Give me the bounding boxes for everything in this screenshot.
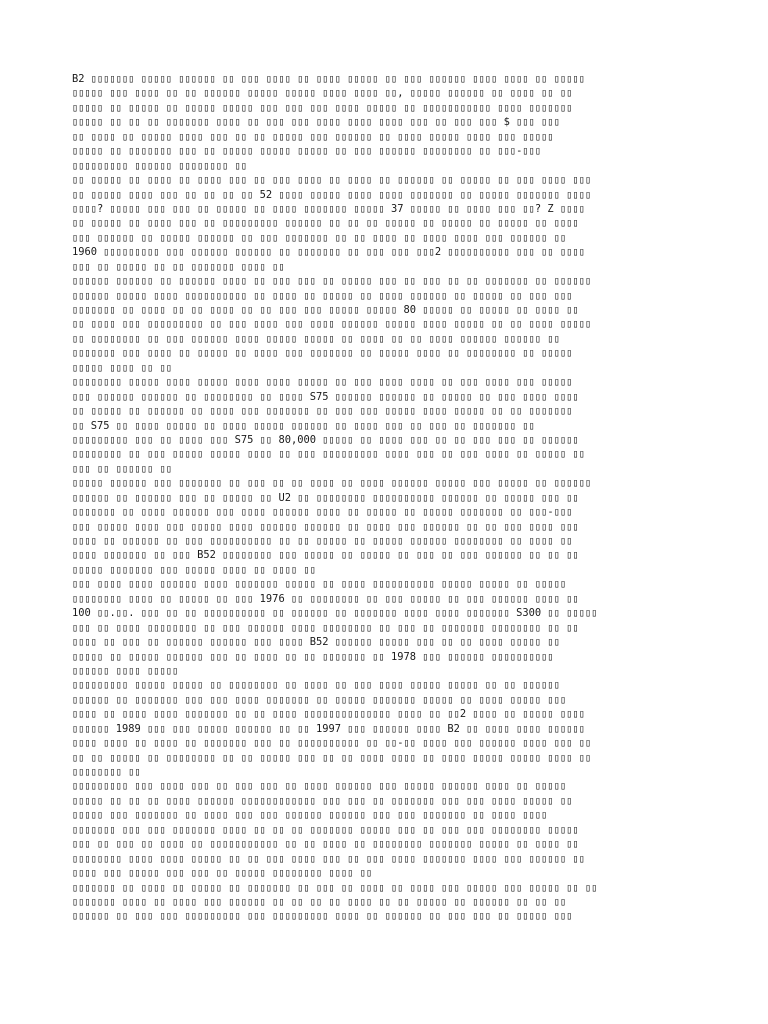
- text-line: ▯▯▯▯▯▯▯▯ ▯▯▯▯ ▯▯▯▯ ▯▯▯▯▯ ▯▯ ▯▯ ▯▯▯ ▯▯▯▯ ▯▯▯ ▯▯ ▯▯▯ ▯▯▯▯ ▯▯▯▯▯▯▯ ▯▯▯▯ ▯▯▯ ▯▯▯▯▯▯ ▯▯: [72, 852, 585, 865]
- paragraph: [72, 72, 698, 173]
- document-body: [72, 72, 698, 924]
- paragraph: [72, 577, 698, 678]
- text-line: ▯▯▯▯▯▯ ▯▯▯▯▯▯ ▯▯ ▯▯▯▯▯▯ ▯▯▯▯ ▯▯ ▯▯▯ ▯▯▯ ▯▯ ▯▯▯▯▯ ▯▯▯ ▯▯ ▯▯▯ ▯▯ ▯▯ ▯▯▯▯▯▯▯ ▯▯ ▯▯▯▯▯▯: [72, 275, 592, 288]
- text-line: ▯▯▯ ▯▯▯▯ ▯▯▯▯ ▯▯▯▯▯▯ ▯▯▯▯ ▯▯▯▯▯▯▯ ▯▯▯▯▯ ▯▯ ▯▯▯▯ ▯▯▯▯▯▯▯▯▯▯ ▯▯▯▯▯ ▯▯▯▯▯ ▯▯ ▯▯▯▯▯: [72, 578, 567, 591]
- text-line: ▯▯▯▯▯▯ ▯▯ ▯▯▯▯▯▯ ▯▯▯ ▯▯ ▯▯▯▯▯ ▯▯ U2 ▯▯ ▯▯▯▯▯▯▯▯ ▯▯▯▯▯▯▯▯▯▯ ▯▯▯▯▯▯ ▯▯ ▯▯▯▯▯ ▯▯▯ ▯▯: [72, 491, 579, 504]
- paragraph: [72, 779, 698, 880]
- text-line: ▯▯▯▯? ▯▯▯▯▯ ▯▯▯ ▯▯▯ ▯▯ ▯▯▯▯▯ ▯▯ ▯▯▯▯ ▯▯▯▯▯▯▯ ▯▯▯▯▯ 37 ▯▯▯▯▯ ▯▯ ▯▯▯▯ ▯▯▯ ▯▯? Z ▯▯▯▯: [72, 202, 585, 215]
- text-line: ▯▯▯▯▯▯ ▯▯▯▯ ▯▯▯▯▯: [72, 664, 179, 677]
- text-line: ▯▯ ▯▯ ▯▯▯▯▯ ▯▯ ▯▯▯▯▯▯▯▯ ▯▯ ▯▯ ▯▯▯▯▯ ▯▯▯ ▯▯ ▯▯ ▯▯▯▯ ▯▯▯▯ ▯▯ ▯▯▯▯ ▯▯▯▯▯ ▯▯▯▯▯ ▯▯▯▯ ▯▯: [72, 751, 592, 764]
- text-line: ▯▯▯ ▯▯▯▯▯▯ ▯▯▯▯▯▯ ▯▯ ▯▯▯▯▯▯▯▯ ▯▯ ▯▯▯▯ S75 ▯▯▯▯▯▯ ▯▯▯▯▯▯ ▯▯ ▯▯▯▯▯ ▯▯ ▯▯▯ ▯▯▯▯ ▯▯▯▯: [72, 390, 579, 403]
- paragraph: [72, 881, 698, 924]
- text-line: ▯▯▯▯ ▯▯▯ ▯▯▯▯▯ ▯▯▯ ▯▯▯ ▯▯ ▯▯▯▯▯ ▯▯▯▯▯▯▯▯ ▯▯▯▯ ▯▯: [72, 867, 373, 880]
- text-line: ▯▯▯▯▯▯▯ ▯▯ ▯▯▯▯ ▯▯ ▯▯ ▯▯▯▯ ▯▯ ▯▯ ▯▯▯ ▯▯▯ ▯▯▯▯▯ ▯▯▯▯▯ 80 ▯▯▯▯▯ ▯▯ ▯▯▯▯▯ ▯▯ ▯▯▯▯ ▯▯: [72, 304, 579, 316]
- text-line: ▯▯▯▯▯▯▯ ▯▯▯▯ ▯▯ ▯▯▯▯ ▯▯▯ ▯▯▯▯▯▯ ▯▯ ▯▯ ▯▯ ▯▯ ▯▯▯▯ ▯▯ ▯▯ ▯▯▯▯▯ ▯▯ ▯▯▯▯▯▯ ▯▯ ▯▯ ▯▯: [72, 895, 567, 908]
- text-line: ▯▯▯▯▯▯ 1989 ▯▯▯ ▯▯▯ ▯▯▯▯▯ ▯▯▯▯▯▯ ▯▯ ▯▯ 1997 ▯▯▯ ▯▯▯▯▯▯ ▯▯▯▯ B2 ▯▯ ▯▯▯▯ ▯▯▯▯ ▯▯▯▯▯▯: [72, 722, 585, 735]
- text-line: ▯▯▯▯ ▯▯ ▯▯▯▯ ▯▯▯▯ ▯▯▯▯▯▯▯ ▯▯ ▯▯ ▯▯▯▯ ▯▯▯▯▯▯▯▯▯▯▯▯▯▯ ▯▯▯▯ ▯▯ ▯▯2 ▯▯▯▯ ▯▯ ▯▯▯▯▯ ▯▯▯▯: [72, 708, 585, 721]
- text-line: ▯▯▯▯▯ ▯▯ ▯▯▯▯▯ ▯▯▯▯▯▯ ▯▯▯ ▯▯ ▯▯▯▯ ▯▯ ▯▯ ▯▯▯▯▯▯▯ ▯▯ 1978 ▯▯▯ ▯▯▯▯▯▯ ▯▯▯▯▯▯▯▯▯▯: [72, 650, 554, 663]
- text-line: ▯▯ ▯▯▯▯▯▯▯▯ ▯▯ ▯▯▯ ▯▯▯▯▯▯ ▯▯▯▯ ▯▯▯▯▯ ▯▯▯▯▯ ▯▯ ▯▯▯▯ ▯▯ ▯▯ ▯▯▯▯ ▯▯▯▯▯▯ ▯▯▯▯▯▯ ▯▯: [72, 332, 560, 345]
- text-line: ▯▯▯▯▯ ▯▯ ▯▯ ▯▯ ▯▯▯▯ ▯▯▯▯▯▯ ▯▯▯▯▯▯▯▯▯▯▯▯ ▯▯▯ ▯▯▯ ▯▯ ▯▯▯▯▯▯▯ ▯▯▯ ▯▯▯ ▯▯▯▯ ▯▯▯▯▯ ▯▯: [72, 794, 573, 807]
- text-line: ▯▯▯▯▯ ▯▯▯▯▯▯ ▯▯▯ ▯▯▯▯▯▯▯ ▯▯ ▯▯▯ ▯▯ ▯▯ ▯▯▯▯ ▯▯ ▯▯▯▯ ▯▯▯▯▯▯ ▯▯▯▯▯ ▯▯▯ ▯▯▯▯▯ ▯▯ ▯▯▯▯▯▯: [72, 477, 592, 490]
- text-line: ▯▯▯▯ ▯▯ ▯▯▯▯▯▯ ▯▯ ▯▯▯ ▯▯▯▯▯▯▯▯▯▯ ▯▯ ▯▯ ▯▯▯▯▯ ▯▯ ▯▯▯▯▯ ▯▯▯▯▯▯ ▯▯▯▯▯▯▯▯ ▯▯ ▯▯▯▯ ▯▯: [72, 535, 573, 547]
- text-line: ▯▯▯▯▯▯ ▯▯ ▯▯▯▯▯▯▯ ▯▯▯ ▯▯▯ ▯▯▯▯ ▯▯▯▯▯▯▯ ▯▯ ▯▯▯▯▯ ▯▯▯▯▯▯▯ ▯▯▯▯▯ ▯▯ ▯▯▯▯ ▯▯▯▯▯ ▯▯▯: [72, 693, 567, 706]
- text-line: ▯▯▯▯▯▯ ▯▯▯▯▯ ▯▯▯▯ ▯▯▯▯▯▯▯▯▯▯ ▯▯ ▯▯▯▯ ▯▯ ▯▯▯▯▯ ▯▯ ▯▯▯▯ ▯▯▯▯▯▯ ▯▯ ▯▯▯▯▯ ▯▯ ▯▯▯ ▯▯▯: [72, 289, 573, 302]
- text-line: ▯▯▯▯▯ ▯▯ ▯▯▯▯▯ ▯▯ ▯▯▯▯▯ ▯▯▯▯▯ ▯▯▯ ▯▯▯ ▯▯▯ ▯▯▯▯ ▯▯▯▯▯ ▯▯ ▯▯▯▯▯▯▯▯▯▯▯ ▯▯▯▯ ▯▯▯▯▯▯▯: [72, 101, 573, 114]
- text-line: ▯▯▯▯▯▯▯▯ ▯▯: [72, 766, 141, 778]
- text-line: ▯▯▯▯▯▯▯▯▯ ▯▯▯ ▯▯▯▯ ▯▯▯ ▯▯ ▯▯▯ ▯▯▯ ▯▯ ▯▯▯▯ ▯▯▯▯▯▯ ▯▯▯ ▯▯▯▯▯ ▯▯▯▯▯▯ ▯▯▯▯ ▯▯ ▯▯▯▯▯: [72, 780, 567, 793]
- text-line: ▯▯▯▯▯▯▯▯ ▯▯▯▯▯ ▯▯▯▯ ▯▯▯▯▯ ▯▯▯▯ ▯▯▯▯ ▯▯▯▯▯ ▯▯ ▯▯▯ ▯▯▯▯ ▯▯▯▯ ▯▯ ▯▯▯ ▯▯▯▯ ▯▯▯ ▯▯▯▯▯: [72, 376, 573, 389]
- text-line: ▯▯▯ ▯▯▯▯▯▯ ▯▯ ▯▯▯▯▯ ▯▯▯▯▯▯ ▯▯ ▯▯▯ ▯▯▯▯▯▯▯ ▯▯ ▯▯ ▯▯▯▯ ▯▯ ▯▯▯▯ ▯▯▯▯ ▯▯▯ ▯▯▯▯▯▯ ▯▯: [72, 231, 567, 244]
- text-line: ▯▯▯▯▯▯▯▯▯ ▯▯▯ ▯▯ ▯▯▯▯ ▯▯▯ S75 ▯▯ 80,000 ▯▯▯▯▯ ▯▯ ▯▯▯▯ ▯▯▯ ▯▯ ▯▯ ▯▯▯ ▯▯▯ ▯▯ ▯▯▯▯▯▯: [72, 433, 579, 446]
- text-line: ▯▯▯▯ ▯▯▯▯ ▯▯ ▯▯▯▯ ▯▯ ▯▯▯▯▯▯▯ ▯▯▯ ▯▯ ▯▯▯▯▯▯▯▯▯▯ ▯▯ ▯▯-▯▯ ▯▯▯▯ ▯▯▯ ▯▯▯▯▯▯ ▯▯▯▯ ▯▯▯ ▯▯: [72, 737, 592, 750]
- text-line: ▯▯▯ ▯▯ ▯▯▯▯▯ ▯▯ ▯▯ ▯▯▯▯▯▯▯ ▯▯▯▯ ▯▯: [72, 260, 285, 273]
- text-line: ▯▯▯▯▯▯▯▯▯ ▯▯▯▯▯ ▯▯▯▯▯ ▯▯ ▯▯▯▯▯▯▯▯ ▯▯ ▯▯▯▯ ▯▯ ▯▯▯ ▯▯▯▯ ▯▯▯▯▯ ▯▯▯▯▯ ▯▯ ▯▯ ▯▯▯▯▯▯: [72, 679, 560, 692]
- text-line: ▯▯▯▯▯ ▯▯▯ ▯▯▯▯ ▯▯ ▯▯ ▯▯▯▯▯▯ ▯▯▯▯▯ ▯▯▯▯▯ ▯▯▯▯ ▯▯▯▯ ▯▯, ▯▯▯▯▯ ▯▯▯▯▯▯ ▯▯ ▯▯▯▯ ▯▯ ▯▯: [72, 87, 573, 100]
- text-line: ▯▯▯▯▯ ▯▯ ▯▯▯▯▯▯▯ ▯▯▯ ▯▯ ▯▯▯▯▯ ▯▯▯▯▯ ▯▯▯▯▯ ▯▯ ▯▯▯ ▯▯▯▯▯▯ ▯▯▯▯▯▯▯▯ ▯▯ ▯▯▯-▯▯▯: [72, 145, 542, 158]
- text-line: ▯▯▯▯▯▯ ▯▯ ▯▯▯ ▯▯▯ ▯▯▯▯▯▯▯▯▯ ▯▯▯ ▯▯▯▯▯▯▯▯▯ ▯▯▯▯ ▯▯ ▯▯▯▯▯▯ ▯▯ ▯▯▯ ▯▯▯ ▯▯ ▯▯▯▯▯ ▯▯▯: [72, 910, 573, 923]
- text-line: ▯▯ ▯▯▯▯▯ ▯▯ ▯▯▯▯ ▯▯▯ ▯▯ ▯▯▯▯▯▯▯▯▯ ▯▯▯▯▯▯ ▯▯ ▯▯ ▯▯ ▯▯▯▯▯ ▯▯ ▯▯▯▯▯ ▯▯ ▯▯▯▯▯ ▯▯ ▯▯▯▯: [72, 217, 579, 230]
- text-line: ▯▯▯▯ ▯▯▯▯▯▯▯ ▯▯ ▯▯▯ B52 ▯▯▯▯▯▯▯▯ ▯▯▯ ▯▯▯▯▯ ▯▯ ▯▯▯▯▯ ▯▯ ▯▯▯ ▯▯ ▯▯▯ ▯▯▯▯▯▯ ▯▯ ▯▯ ▯▯: [72, 549, 579, 562]
- text-line: ▯▯▯▯▯▯▯ ▯▯ ▯▯▯▯ ▯▯▯▯▯▯ ▯▯▯ ▯▯▯▯ ▯▯▯▯▯▯ ▯▯▯▯ ▯▯ ▯▯▯▯▯ ▯▯ ▯▯▯▯▯ ▯▯▯▯▯▯▯ ▯▯ ▯▯▯-▯▯▯: [72, 506, 573, 519]
- text-line: ▯▯▯▯▯▯▯ ▯▯ ▯▯▯▯ ▯▯ ▯▯▯▯▯ ▯▯ ▯▯▯▯▯▯▯ ▯▯ ▯▯▯ ▯▯ ▯▯▯▯ ▯▯ ▯▯▯▯ ▯▯▯ ▯▯▯▯▯ ▯▯▯ ▯▯▯▯▯ ▯▯ ▯▯: [72, 881, 598, 894]
- text-line: ▯▯▯▯ ▯▯ ▯▯▯ ▯▯ ▯▯▯▯▯▯ ▯▯▯▯▯▯ ▯▯▯ ▯▯▯▯ B52 ▯▯▯▯▯▯ ▯▯▯▯▯ ▯▯▯ ▯▯ ▯▯ ▯▯▯▯ ▯▯▯▯▯ ▯▯: [72, 636, 560, 649]
- paragraph: [72, 274, 698, 375]
- text-line: ▯▯▯▯▯▯▯▯ ▯▯▯▯ ▯▯ ▯▯▯▯▯ ▯▯ ▯▯▯ 1976 ▯▯ ▯▯▯▯▯▯▯▯ ▯▯ ▯▯▯ ▯▯▯▯▯ ▯▯ ▯▯▯ ▯▯▯▯▯▯ ▯▯▯▯ ▯▯: [72, 592, 579, 605]
- text-line: ▯▯▯ ▯▯ ▯▯▯ ▯▯ ▯▯▯▯ ▯▯ ▯▯▯▯▯▯▯▯▯▯▯ ▯▯ ▯▯ ▯▯▯▯ ▯▯ ▯▯▯▯▯▯▯▯ ▯▯▯▯▯▯▯ ▯▯▯▯▯ ▯▯ ▯▯▯▯ ▯▯: [72, 838, 579, 851]
- text-line: ▯▯ ▯▯▯▯▯ ▯▯ ▯▯▯▯▯▯ ▯▯ ▯▯▯▯ ▯▯▯ ▯▯▯▯▯▯▯ ▯▯ ▯▯▯ ▯▯▯ ▯▯▯▯▯ ▯▯▯▯ ▯▯▯▯▯ ▯▯ ▯▯ ▯▯▯▯▯▯▯: [72, 405, 573, 418]
- text-line: ▯▯▯▯▯ ▯▯ ▯▯ ▯▯ ▯▯▯▯▯▯▯ ▯▯▯▯ ▯▯ ▯▯▯ ▯▯▯ ▯▯▯▯ ▯▯▯▯ ▯▯▯▯ ▯▯▯ ▯▯ ▯▯▯ ▯▯▯ $ ▯▯▯ ▯▯▯: [72, 116, 560, 129]
- text-line: ▯▯ S75 ▯▯ ▯▯▯▯ ▯▯▯▯▯ ▯▯ ▯▯▯▯ ▯▯▯▯▯ ▯▯▯▯▯▯ ▯▯ ▯▯▯▯ ▯▯▯ ▯▯ ▯▯▯ ▯▯ ▯▯▯▯▯▯▯ ▯▯: [72, 419, 535, 432]
- text-line: ▯▯ ▯▯▯▯▯ ▯▯▯▯ ▯▯▯ ▯▯ ▯▯ ▯▯ ▯▯ 52 ▯▯▯▯ ▯▯▯▯▯ ▯▯▯▯ ▯▯▯▯ ▯▯▯▯▯▯▯ ▯▯ ▯▯▯▯▯ ▯▯▯▯▯▯▯ ▯▯▯▯: [72, 188, 592, 201]
- text-line: ▯▯ ▯▯▯▯▯ ▯▯ ▯▯▯▯ ▯▯ ▯▯▯▯ ▯▯▯ ▯▯ ▯▯▯ ▯▯▯▯ ▯▯ ▯▯▯▯ ▯▯ ▯▯▯▯▯▯ ▯▯ ▯▯▯▯▯ ▯▯ ▯▯▯ ▯▯▯▯ ▯▯▯: [72, 174, 592, 187]
- text-line: ▯▯ ▯▯▯▯ ▯▯▯ ▯▯▯▯▯▯▯▯▯ ▯▯ ▯▯▯ ▯▯▯▯ ▯▯▯ ▯▯▯▯ ▯▯▯▯▯▯ ▯▯▯▯▯ ▯▯▯▯ ▯▯▯▯▯ ▯▯ ▯▯ ▯▯▯▯ ▯▯▯▯▯: [72, 318, 592, 331]
- text-line: B2 ▯▯▯▯▯▯▯ ▯▯▯▯▯ ▯▯▯▯▯▯ ▯▯ ▯▯▯ ▯▯▯▯ ▯▯ ▯▯▯▯ ▯▯▯▯▯ ▯▯ ▯▯▯ ▯▯▯▯▯▯ ▯▯▯▯ ▯▯▯▯ ▯▯ ▯▯▯▯▯: [72, 73, 585, 85]
- text-line: ▯▯▯▯▯ ▯▯▯▯ ▯▯ ▯▯: [72, 361, 173, 374]
- text-line: ▯▯ ▯▯▯▯ ▯▯ ▯▯▯▯▯ ▯▯▯▯ ▯▯▯ ▯▯ ▯▯ ▯▯▯▯▯ ▯▯▯ ▯▯▯▯▯▯ ▯▯ ▯▯▯▯ ▯▯▯▯▯ ▯▯▯▯ ▯▯▯ ▯▯▯▯▯: [72, 130, 554, 143]
- paragraph: [72, 375, 698, 476]
- text-line: ▯▯▯▯▯ ▯▯▯▯▯▯▯ ▯▯▯ ▯▯▯▯▯ ▯▯▯▯ ▯▯ ▯▯▯▯ ▯▯: [72, 563, 316, 576]
- text-line: 1960 ▯▯▯▯▯▯▯▯▯ ▯▯▯ ▯▯▯▯▯▯ ▯▯▯▯▯▯ ▯▯ ▯▯▯▯▯▯▯ ▯▯ ▯▯▯ ▯▯▯ ▯▯▯2 ▯▯▯▯▯▯▯▯▯▯ ▯▯▯ ▯▯ ▯▯▯▯: [72, 246, 585, 259]
- text-line: ▯▯▯ ▯▯ ▯▯▯▯ ▯▯▯▯▯▯▯▯ ▯▯ ▯▯▯ ▯▯▯▯▯▯ ▯▯▯▯ ▯▯▯▯▯▯▯▯ ▯▯ ▯▯▯ ▯▯ ▯▯▯▯▯▯▯ ▯▯▯▯▯▯▯▯ ▯▯ ▯▯: [72, 621, 579, 634]
- paragraph: [72, 678, 698, 779]
- text-line: ▯▯▯▯▯▯▯ ▯▯▯ ▯▯▯ ▯▯▯▯▯▯▯ ▯▯▯▯ ▯▯ ▯▯ ▯▯ ▯▯▯▯▯▯▯ ▯▯▯▯▯ ▯▯▯ ▯▯ ▯▯▯ ▯▯▯ ▯▯▯▯▯▯▯▯ ▯▯▯▯▯: [72, 823, 579, 836]
- paragraph: [72, 173, 698, 274]
- text-line: ▯▯▯▯▯▯▯ ▯▯▯ ▯▯▯▯ ▯▯ ▯▯▯▯▯ ▯▯ ▯▯▯▯ ▯▯▯ ▯▯▯▯▯▯▯ ▯▯ ▯▯▯▯▯ ▯▯▯▯ ▯▯ ▯▯▯▯▯▯▯▯ ▯▯ ▯▯▯▯▯: [72, 347, 573, 360]
- text-line: ▯▯▯▯▯▯▯▯▯ ▯▯▯▯▯▯ ▯▯▯▯▯▯▯▯ ▯▯: [72, 159, 248, 172]
- text-line: ▯▯▯ ▯▯ ▯▯▯▯▯▯ ▯▯: [72, 462, 173, 475]
- paragraph: [72, 476, 698, 577]
- text-line: ▯▯▯▯▯ ▯▯▯ ▯▯▯▯▯▯▯ ▯▯ ▯▯▯▯ ▯▯▯ ▯▯▯ ▯▯▯▯▯▯ ▯▯▯▯▯▯ ▯▯▯ ▯▯▯ ▯▯▯▯▯▯▯ ▯▯ ▯▯▯▯ ▯▯▯▯: [72, 809, 548, 822]
- text-line: 100 ▯▯.▯▯. ▯▯▯ ▯▯ ▯▯ ▯▯▯▯▯▯▯▯▯▯ ▯▯ ▯▯▯▯▯▯ ▯▯ ▯▯▯▯▯▯▯ ▯▯▯▯ ▯▯▯▯ ▯▯▯▯▯▯▯ S300 ▯▯ ▯▯▯▯▯: [72, 607, 598, 620]
- text-line: ▯▯▯▯▯▯▯▯ ▯▯ ▯▯▯ ▯▯▯▯▯ ▯▯▯▯▯ ▯▯▯▯ ▯▯ ▯▯▯ ▯▯▯▯▯▯▯▯▯ ▯▯▯▯ ▯▯▯ ▯▯ ▯▯▯ ▯▯▯▯ ▯▯ ▯▯▯▯▯ ▯▯: [72, 448, 585, 461]
- text-line: ▯▯▯ ▯▯▯▯▯ ▯▯▯▯ ▯▯▯ ▯▯▯▯▯ ▯▯▯▯ ▯▯▯▯▯▯ ▯▯▯▯▯▯ ▯▯ ▯▯▯▯ ▯▯▯ ▯▯▯▯▯▯ ▯▯ ▯▯ ▯▯▯ ▯▯▯▯ ▯▯▯: [72, 520, 579, 533]
